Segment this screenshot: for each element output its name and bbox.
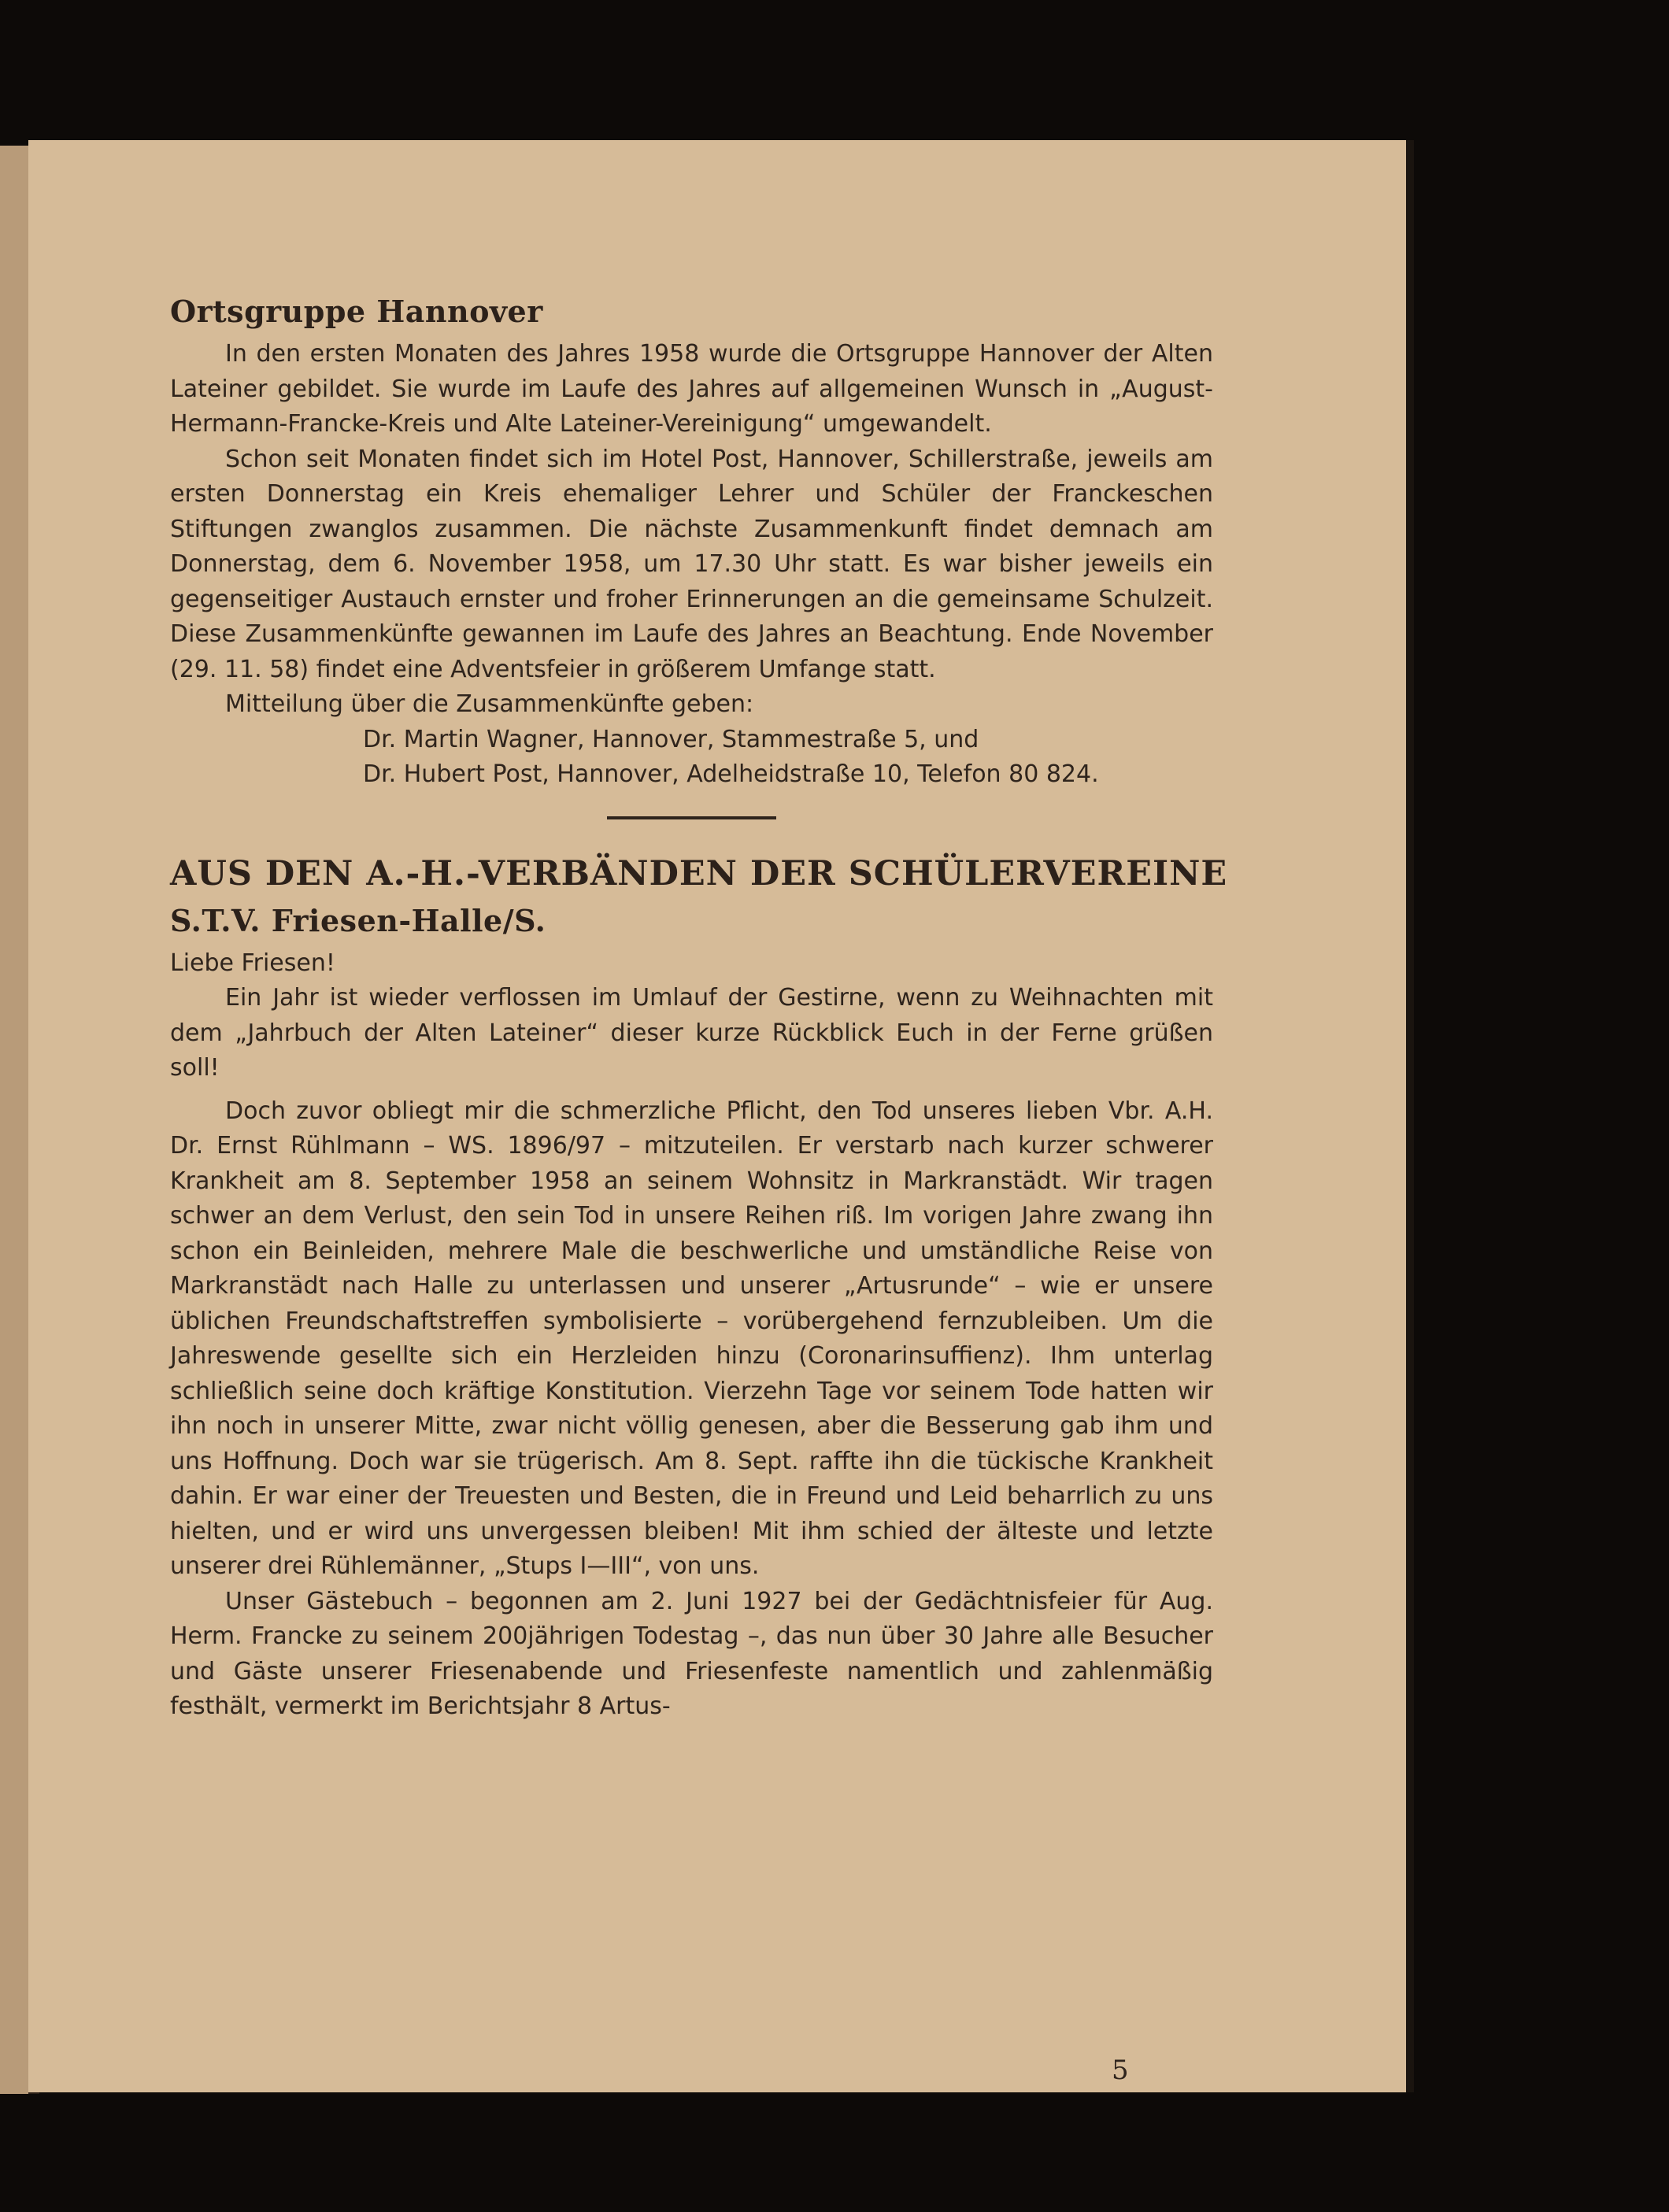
paragraph: In den ersten Monaten des Jahres 1958 wurde die Ortsgruppe Hannover der Alten Lateiner gebildet. Sie wurde im Laufe des Jahres auf allgemeinen Wunsch in „August-Hermann-Francke-Kreis und Alte Lateiner-Vereinigung“ umgewandelt. xyxy=(170,340,1213,438)
divider-rule xyxy=(607,816,776,819)
contact-line: Dr. Martin Wagner, Hannover, Stammestraße 5, und xyxy=(363,725,979,753)
paragraph: Ein Jahr ist wieder verflossen im Umlauf der Gestirne, wenn zu Weihnachten mit dem „Jahrbuch der Alten Lateiner“ dieser kurze Rückblick Euch in der Ferne grüßen soll! xyxy=(170,984,1213,1082)
section-title: Ortsgruppe Hannover xyxy=(170,294,543,329)
paragraph: Doch zuvor obliegt mir die schmerzliche Pflicht, den Tod unseres lieben Vbr. A.H. Dr. Ernst Rühlmann – WS. 1896/97 – mitzuteilen. Er verstarb nach kurzer schwerer Krankheit am 8. September 1958 an seinem Wohnsitz in Markranstädt. Wir tragen schwer an dem Verlust, den sein Tod in unsere Reihen riß. Im vorigen Jahre zwang ihn schon ein Beinleiden, mehrere Male die beschwerliche und umständliche Reise von Markranstädt nach Halle zu unterlassen und unserer „Artusrunde“ – wie er unsere üblichen Freundschaftstreffen symbolisierte – vorübergehend fernzubleiben. Um die Jahreswende gesellte sich ein Herzleiden hinzu (Coronarinsuffienz). Ihm unterlag schließlich seine doch kräftige Konstitution. Vierzehn Tage vor seinem Tode hatten wir ihn noch in unserer Mitte, zwar nicht völlig genesen, aber die Besserung gab ihm und uns Hoffnung. Doch war sie trügerisch. Am 8. Sept. raffte ihn die tückische Krankheit dahin. Er war einer der Treuesten und Besten, die in Freund und Leid beharrlich zu uns hielten, und er wird uns unvergessen bleiben! Mit ihm schied der älteste und letzte unserer drei Rühlemänner, „Stups I—III“, von uns. xyxy=(170,1097,1213,1580)
section-title: S.T.V. Friesen-Halle/S. xyxy=(170,902,546,938)
salutation: Liebe Friesen! xyxy=(170,949,335,977)
document-page xyxy=(28,140,1406,2092)
page-number: 5 xyxy=(1112,2055,1129,2086)
chapter-heading: AUS DEN A.-H.-VERBÄNDEN DER SCHÜLERVEREINE xyxy=(170,853,1228,893)
paragraph: Mitteilung über die Zusammenkünfte geben: xyxy=(225,690,754,718)
paragraph: Schon seit Monaten findet sich im Hotel Post, Hannover, Schillerstraße, jeweils am ersten Donnerstag ein Kreis ehemaliger Lehrer und Schüler der Franckeschen Stiftungen zwanglos zusammen. Die nächste Zusammenkunft findet demnach am Donnerstag, dem 6. November 1958, um 17.30 Uhr statt. Es war bisher jeweils ein gegenseitiger Austauch ernster und froher Erinnerungen an die gemeinsame Schulzeit. Diese Zusammenkünfte gewannen im Laufe des Jahres an Beachtung. Ende November (29. 11. 58) findet eine Adventsfeier in größerem Umfange statt. xyxy=(170,445,1213,683)
paragraph: Unser Gästebuch – begonnen am 2. Juni 1927 bei der Gedächtnisfeier für Aug. Herm. Francke zu seinem 200jährigen Todestag –, das nun über 30 Jahre alle Besucher und Gäste unserer Friesenabende und Friesenfeste namentlich und zahlenmäßig festhält, vermerkt im Berichtsjahr 8 Artus- xyxy=(170,1587,1213,1720)
contact-line: Dr. Hubert Post, Hannover, Adelheidstraße 10, Telefon 80 824. xyxy=(363,760,1099,788)
paragraph-gap xyxy=(170,1086,1213,1094)
page-content xyxy=(170,294,1228,1725)
left-page-edge xyxy=(0,146,28,2094)
